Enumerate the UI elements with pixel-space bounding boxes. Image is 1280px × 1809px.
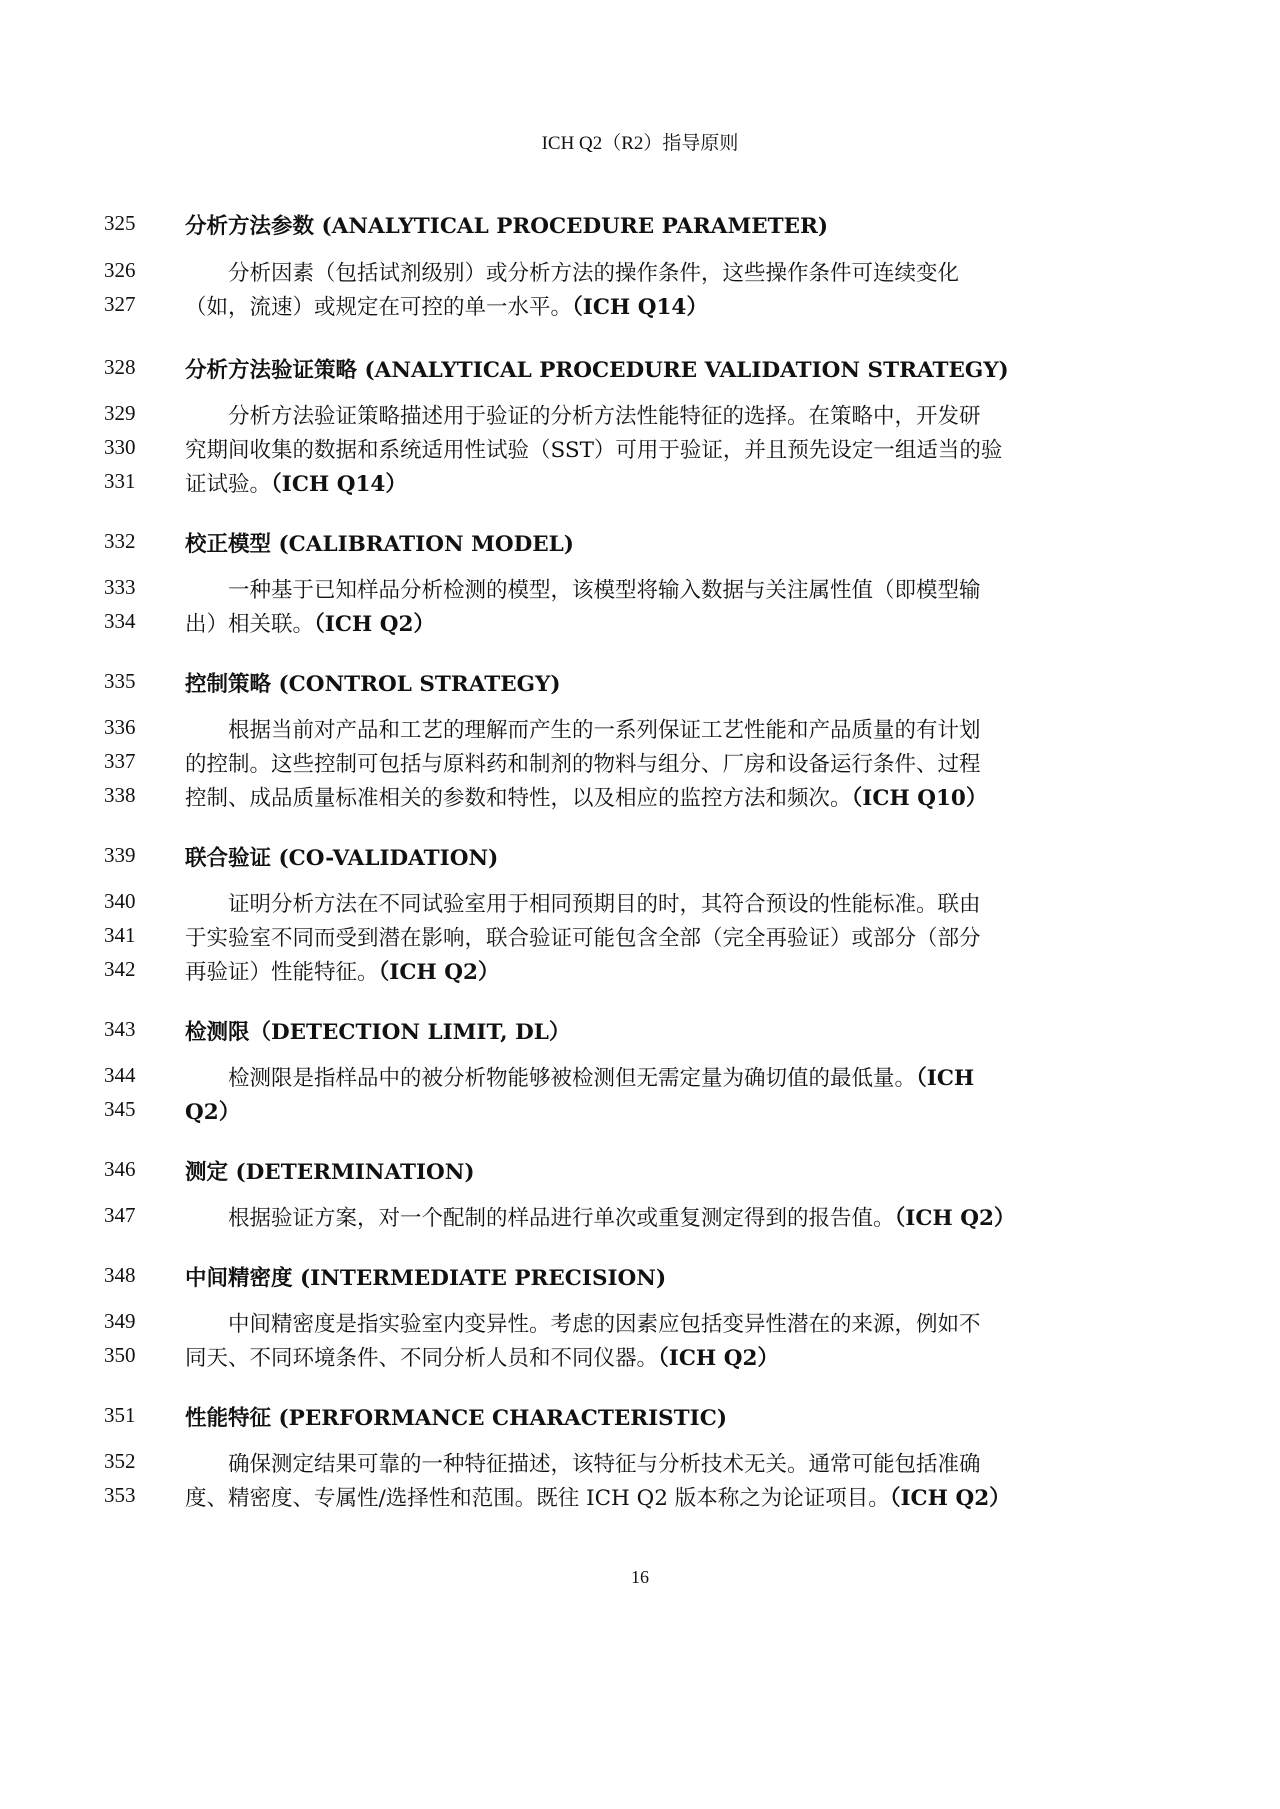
section-heading [185, 527, 1170, 558]
body-line [185, 399, 1170, 430]
citation: （ICH Q2） [889, 1486, 1011, 1511]
body-line [185, 256, 1170, 287]
citation: （ICH Q2） [658, 1346, 779, 1371]
line-text: 度、精密度、专属性/选择性和范围。既往 ICH Q2 版本称之为论证项目。 [185, 1486, 890, 1511]
section-heading [185, 209, 1170, 240]
line-text: 校正模型 (CALIBRATION MODEL) [185, 532, 574, 557]
line-text: 性能特征 (PERFORMANCE CHARACTERISTIC) [185, 1406, 728, 1431]
page-number: 16 [631, 1567, 649, 1587]
body-line [185, 1061, 1170, 1092]
line-text: 检测限（DETECTION LIMIT, DL） [185, 1020, 571, 1045]
body-line [185, 887, 1170, 918]
line-number: 337 [104, 749, 136, 773]
body-line [185, 607, 1170, 638]
line-number: 325 [104, 211, 136, 235]
line-text: 证明分析方法在不同试验室用于相同预期目的时，其符合预设的性能标准。联由 [185, 892, 981, 917]
section-heading [185, 667, 1170, 698]
line-text: 出）相关联。 [185, 612, 315, 637]
section-heading [185, 1155, 1170, 1186]
line-text: 一种基于已知样品分析检测的模型，该模型将输入数据与关注属性值（即模型输 [185, 578, 981, 603]
body-line [185, 713, 1170, 744]
line-number: 334 [104, 609, 136, 633]
line-number: 339 [104, 843, 136, 867]
section-heading [185, 841, 1170, 872]
line-number: 340 [104, 889, 136, 913]
line-number: 348 [104, 1263, 136, 1287]
line-number: 345 [104, 1097, 136, 1121]
line-number: 349 [104, 1309, 136, 1333]
line-number: 328 [104, 355, 136, 379]
citation: （ICH Q2） [894, 1206, 1016, 1231]
line-number: 344 [104, 1063, 136, 1087]
line-number: 347 [104, 1203, 136, 1227]
section-heading [185, 1261, 1170, 1292]
line-number: 331 [104, 469, 136, 493]
line-number: 336 [104, 715, 136, 739]
line-number: 343 [104, 1017, 136, 1041]
line-number: 338 [104, 783, 136, 807]
line-number: 346 [104, 1157, 136, 1181]
line-number: 353 [104, 1483, 136, 1507]
line-text: 同天、不同环境条件、不同分析人员和不同仪器。 [185, 1346, 659, 1371]
body-line [185, 1341, 1170, 1372]
body-line [185, 747, 1170, 778]
line-text: 测定 (DETERMINATION) [185, 1160, 475, 1185]
line-text: 分析因素（包括试剂级别）或分析方法的操作条件，这些操作条件可连续变化 [185, 261, 960, 286]
line-number: 342 [104, 957, 136, 981]
line-number: 352 [104, 1449, 136, 1473]
section-heading [185, 353, 1170, 384]
line-text: 中间精密度 (INTERMEDIATE PRECISION) [185, 1266, 667, 1291]
line-number: 332 [104, 529, 136, 553]
body-line [185, 433, 1170, 464]
citation: （ICH [916, 1066, 975, 1091]
line-text: 证试验。 [185, 472, 272, 497]
citation: （ICH Q10） [851, 786, 988, 811]
page-header: ICH Q2（R2）指导原则 [541, 133, 739, 154]
line-text: 分析方法验证策略 (ANALYTICAL PROCEDURE VALIDATION STRATEGY) [185, 358, 1009, 383]
line-text: 分析方法验证策略描述用于验证的分析方法性能特征的选择。在策略中，开发研 [185, 404, 981, 429]
line-text: 控制策略 (CONTROL STRATEGY) [185, 672, 561, 697]
line-text: 再验证）性能特征。 [185, 960, 379, 985]
section-heading [185, 1401, 1170, 1432]
line-number: 341 [104, 923, 136, 947]
line-text: 控制、成品质量标准相关的参数和特性，以及相应的监控方法和频次。 [185, 786, 852, 811]
line-number: 330 [104, 435, 136, 459]
citation: （ICH Q14） [572, 295, 708, 320]
line-number: 351 [104, 1403, 136, 1427]
body-line [185, 1481, 1170, 1512]
line-number: 350 [104, 1343, 136, 1367]
line-text: 中间精密度是指实验室内变异性。考虑的因素应包括变异性潜在的来源，例如不 [185, 1312, 981, 1337]
body-line [185, 1095, 1170, 1126]
line-text: 于实验室不同而受到潜在影响，联合验证可能包含全部（完全再验证）或部分（部分 [185, 926, 981, 951]
body-line [185, 921, 1170, 952]
body-line [185, 1201, 1170, 1232]
line-text: 根据验证方案，对一个配制的样品进行单次或重复测定得到的报告值。 [185, 1206, 895, 1231]
line-text: 检测限是指样品中的被分析物能够被检测但无需定量为确切值的最低量。 [185, 1066, 917, 1091]
line-number: 333 [104, 575, 136, 599]
section-heading [185, 1015, 1170, 1046]
body-line [185, 290, 1170, 321]
body-line [185, 1307, 1170, 1338]
citation: Q2） [185, 1100, 241, 1125]
body-line [185, 573, 1170, 604]
body-line [185, 781, 1170, 812]
line-number: 329 [104, 401, 136, 425]
line-number: 327 [104, 292, 136, 316]
line-text: 究期间收集的数据和系统适用性试验（SST）可用于验证，并且预先设定一组适当的验 [185, 438, 1003, 463]
line-text: 分析方法参数 (ANALYTICAL PROCEDURE PARAMETER) [185, 214, 829, 239]
citation: （ICH Q14） [271, 472, 407, 497]
body-line [185, 955, 1170, 986]
line-text: 的控制。这些控制可包括与原料药和制剂的物料与组分、厂房和设备运行条件、过程 [185, 752, 981, 777]
line-text: 确保测定结果可靠的一种特征描述，该特征与分析技术无关。通常可能包括准确 [185, 1452, 981, 1477]
citation: （ICH Q2） [314, 612, 435, 637]
line-text: 联合验证 (CO-VALIDATION) [185, 846, 499, 871]
line-number: 326 [104, 258, 136, 282]
body-line [185, 467, 1170, 498]
line-text: 根据当前对产品和工艺的理解而产生的一系列保证工艺性能和产品质量的有计划 [185, 718, 981, 743]
citation: （ICH Q2） [378, 960, 500, 985]
body-line [185, 1447, 1170, 1478]
line-text: （如，流速）或规定在可控的单一水平。 [185, 295, 573, 320]
line-number: 335 [104, 669, 136, 693]
